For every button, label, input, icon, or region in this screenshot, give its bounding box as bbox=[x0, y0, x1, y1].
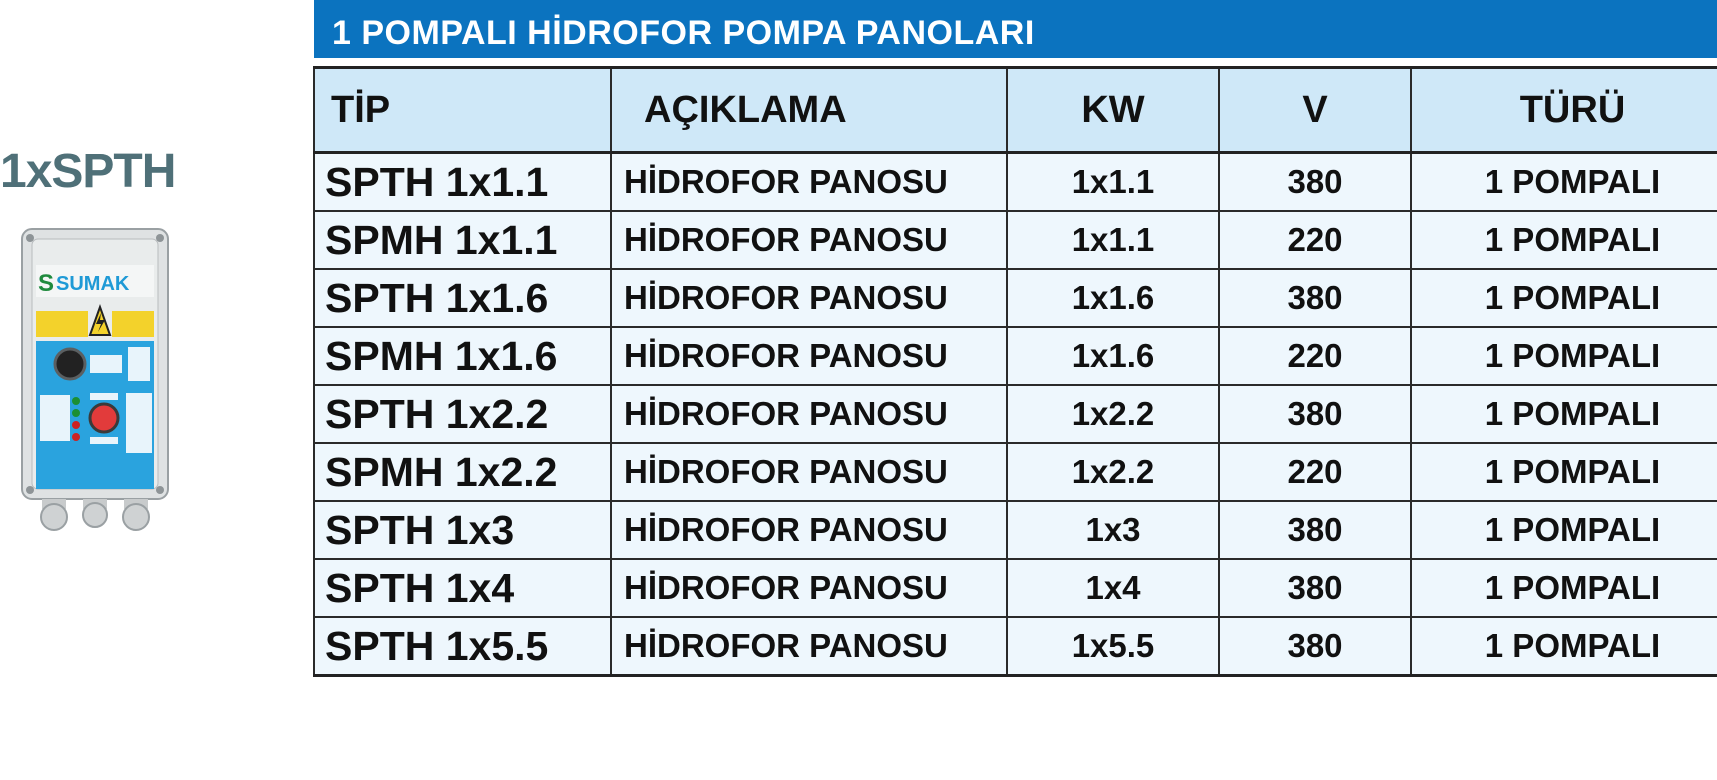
cell-tip: SPTH 1x2.2 bbox=[314, 385, 611, 443]
cell-aciklama: HİDROFOR PANOSU bbox=[611, 327, 1007, 385]
table-row bbox=[314, 211, 1717, 269]
cell-turu: 1 POMPALI bbox=[1411, 153, 1717, 212]
spec-table bbox=[313, 66, 1717, 677]
cell-tip: SPTH 1x1.1 bbox=[314, 153, 611, 212]
cell-kw: 1x2.2 bbox=[1007, 385, 1219, 443]
control-panel-image bbox=[20, 227, 170, 538]
cell-tip: SPMH 1x1.6 bbox=[314, 327, 611, 385]
cell-aciklama: HİDROFOR PANOSU bbox=[611, 501, 1007, 559]
column-header-aciklama: AÇIKLAMA bbox=[611, 68, 1007, 153]
table-row bbox=[314, 559, 1717, 617]
cell-v: 220 bbox=[1219, 211, 1411, 269]
table-row bbox=[314, 617, 1717, 676]
cell-kw: 1x1.1 bbox=[1007, 153, 1219, 212]
cell-turu: 1 POMPALI bbox=[1411, 443, 1717, 501]
cell-aciklama: HİDROFOR PANOSU bbox=[611, 443, 1007, 501]
table-row bbox=[314, 385, 1717, 443]
column-header-v: V bbox=[1219, 68, 1411, 153]
cell-v: 380 bbox=[1219, 501, 1411, 559]
cell-v: 220 bbox=[1219, 443, 1411, 501]
cell-tip: SPMH 1x2.2 bbox=[314, 443, 611, 501]
cell-turu: 1 POMPALI bbox=[1411, 559, 1717, 617]
cell-v: 380 bbox=[1219, 385, 1411, 443]
table-title: 1 POMPALI HİDROFOR POMPA PANOLARI bbox=[314, 0, 1717, 58]
cable-gland-icon bbox=[83, 503, 107, 527]
cell-tip: SPTH 1x1.6 bbox=[314, 269, 611, 327]
cell-tip: SPMH 1x1.1 bbox=[314, 211, 611, 269]
cell-v: 220 bbox=[1219, 327, 1411, 385]
table-row bbox=[314, 153, 1717, 212]
cell-turu: 1 POMPALI bbox=[1411, 617, 1717, 676]
cell-v: 380 bbox=[1219, 153, 1411, 212]
cell-kw: 1x2.2 bbox=[1007, 443, 1219, 501]
cell-kw: 1x1.1 bbox=[1007, 211, 1219, 269]
column-header-tip: TİP bbox=[314, 68, 611, 153]
cell-aciklama: HİDROFOR PANOSU bbox=[611, 153, 1007, 212]
brand-logo: SUMAK bbox=[56, 273, 130, 295]
control-panel-illustration bbox=[20, 227, 170, 533]
cell-turu: 1 POMPALI bbox=[1411, 211, 1717, 269]
cell-v: 380 bbox=[1219, 269, 1411, 327]
cell-aciklama: HİDROFOR PANOSU bbox=[611, 269, 1007, 327]
cell-aciklama: HİDROFOR PANOSU bbox=[611, 559, 1007, 617]
cell-aciklama: HİDROFOR PANOSU bbox=[611, 211, 1007, 269]
table-row bbox=[314, 501, 1717, 559]
stop-button-icon bbox=[90, 404, 118, 432]
cell-turu: 1 POMPALI bbox=[1411, 269, 1717, 327]
cell-v: 380 bbox=[1219, 617, 1411, 676]
cell-tip: SPTH 1x4 bbox=[314, 559, 611, 617]
cell-turu: 1 POMPALI bbox=[1411, 327, 1717, 385]
cell-turu: 1 POMPALI bbox=[1411, 385, 1717, 443]
cable-gland-icon bbox=[41, 504, 67, 530]
cable-gland-icon bbox=[123, 504, 149, 530]
column-header-turu: TÜRÜ bbox=[1411, 68, 1717, 153]
cell-v: 380 bbox=[1219, 559, 1411, 617]
cell-tip: SPTH 1x5.5 bbox=[314, 617, 611, 676]
column-header-kw: KW bbox=[1007, 68, 1219, 153]
table-row bbox=[314, 269, 1717, 327]
cell-kw: 1x4 bbox=[1007, 559, 1219, 617]
cell-kw: 1x3 bbox=[1007, 501, 1219, 559]
rotary-knob-icon bbox=[55, 349, 85, 379]
cell-kw: 1x1.6 bbox=[1007, 327, 1219, 385]
cell-kw: 1x1.6 bbox=[1007, 269, 1219, 327]
brand-logo-s: S bbox=[38, 270, 55, 297]
table-row bbox=[314, 443, 1717, 501]
cell-aciklama: HİDROFOR PANOSU bbox=[611, 385, 1007, 443]
cell-aciklama: HİDROFOR PANOSU bbox=[611, 617, 1007, 676]
cell-turu: 1 POMPALI bbox=[1411, 501, 1717, 559]
table-row bbox=[314, 327, 1717, 385]
cell-tip: SPTH 1x3 bbox=[314, 501, 611, 559]
product-name: 1xSPTH bbox=[0, 145, 176, 198]
cell-kw: 1x5.5 bbox=[1007, 617, 1219, 676]
table-header-row bbox=[314, 68, 1717, 153]
